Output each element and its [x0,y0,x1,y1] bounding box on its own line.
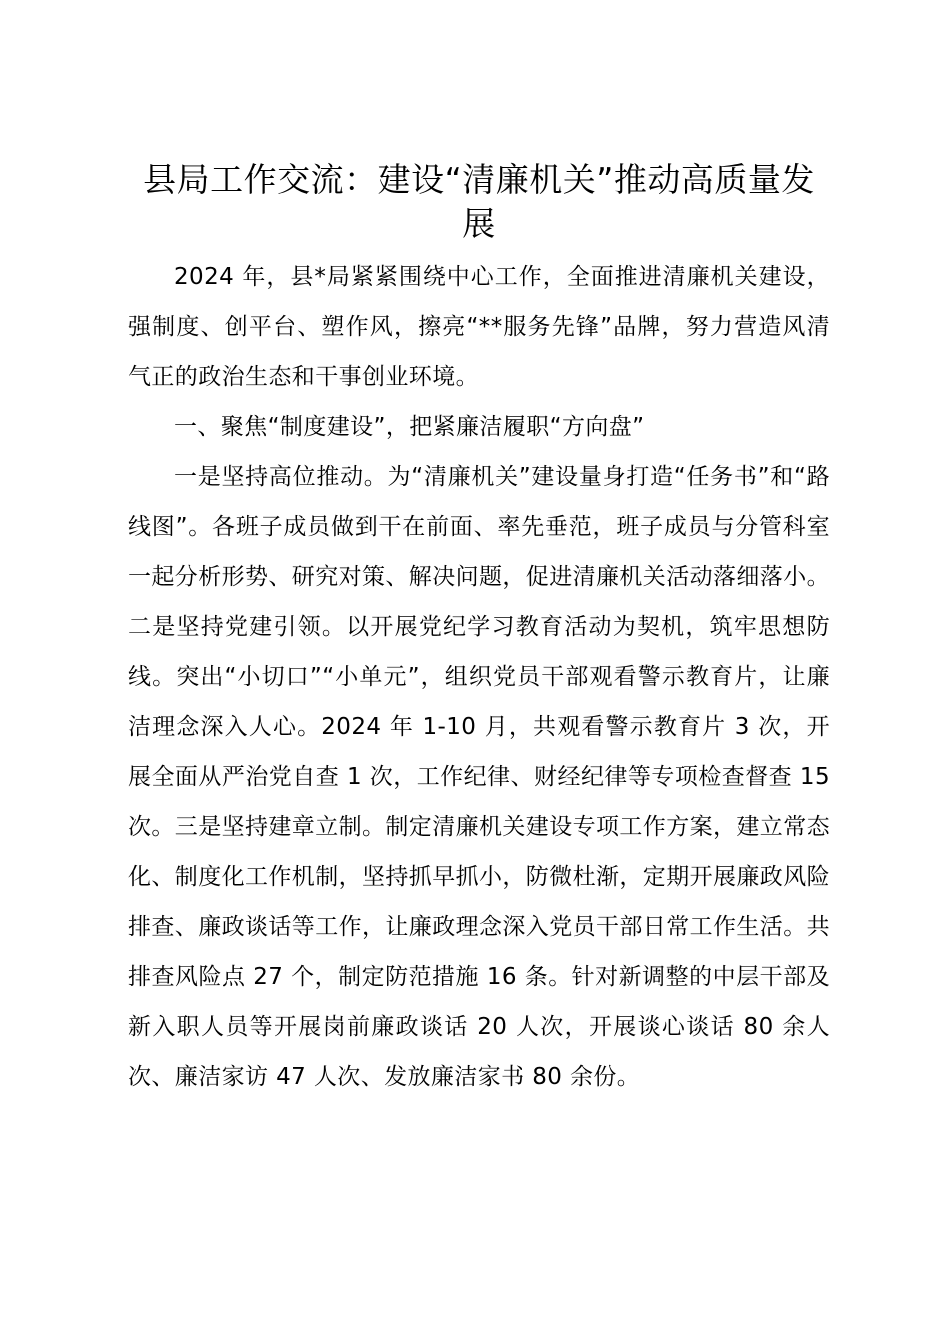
section-paragraph: 一是坚持高位推动。为“清廉机关”建设量身打造“任务书”和“路线图”。各班子成员做到干在前面、率先垂范，班子成员与分管科室一起分析形势、研究对策、解决问题，促进清廉机关活动落细落小。二是坚持党建引领。以开展党纪学习教育活动为契机，筑牢思想防线。突出“小切口”“小单元”，组织党员干部观看警示教育片，让廉洁理念深入人心。2024 年 1-10 月，共观看警示教育片 3 次，开展全面从严治党自查 1 次，工作纪律、财经纪律等专项检查督查 15 次。三是坚持建章立制。制定清廉机关建设专项工作方案，建立常态化、制度化工作机制，坚持抓早抓小，防微杜渐，定期开展廉政风险排查、廉政谈话等工作，让廉政理念深入党员干部日常工作生活。共排查风险点 27 个，制定防范措施 16 条。针对新调整的中层干部及新入职人员等开展岗前廉政谈话 20 人次，开展谈心谈话 80 余人次、廉洁家访 47 人次、发放廉洁家书 80 余份。 [128,464,830,1090]
intro-paragraph: 2024 年，县*局紧紧围绕中心工作，全面推进清廉机关建设，强制度、创平台、塑作风，擦亮“**服务先锋”品牌，努力营造风清气正的政治生态和干事创业环境。 [128,264,830,390]
document-body [128,158,830,1102]
document-title: 县局工作交流：建设“清廉机关”推动高质量发展 [143,160,815,243]
section-heading: 一、聚焦“制度建设”，把紧廉洁履职“方向盘” [174,414,645,440]
